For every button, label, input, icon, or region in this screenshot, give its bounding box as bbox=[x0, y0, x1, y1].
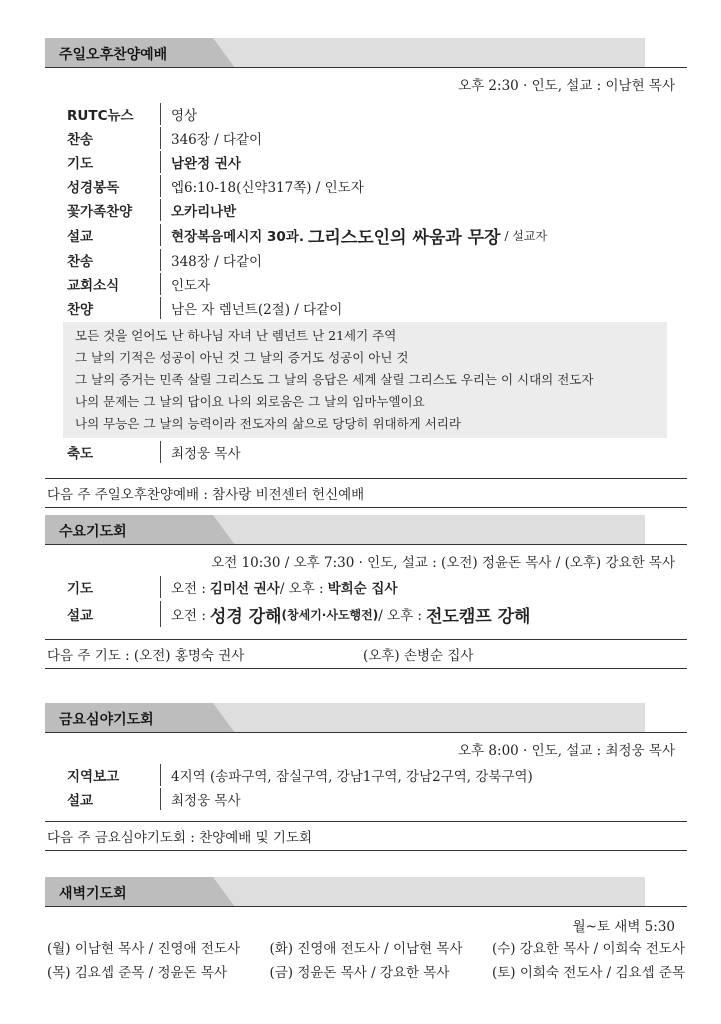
service-time-info: 오후 2:30 · 인도, 설교 : 이남현 목사 bbox=[458, 78, 675, 94]
order-of-service bbox=[45, 102, 687, 464]
section-title: 주일오후찬양예배 bbox=[59, 47, 168, 63]
schedule-day: (토) 이희숙 전도사 / 김요셉 준목 bbox=[491, 965, 685, 981]
row-label: 교회소식 bbox=[67, 278, 120, 294]
schedule-day: (목) 김요셉 준목 / 정윤돈 목사 bbox=[47, 965, 227, 981]
order-row bbox=[45, 763, 687, 787]
row-label: RUTC뉴스 bbox=[67, 108, 134, 124]
row-value: 최정웅 목사 bbox=[160, 788, 241, 810]
order-of-service bbox=[45, 763, 687, 811]
order-of-service bbox=[45, 575, 687, 629]
next-week-note: 다음 주 금요심야기도회 : 찬양예배 및 기도회 bbox=[45, 821, 687, 851]
section-header bbox=[45, 877, 687, 907]
row-value bbox=[160, 601, 530, 627]
sermon-title: 그리스도인의 싸움과 무장 bbox=[307, 227, 501, 248]
section-title: 금요심야기도회 bbox=[59, 712, 154, 728]
row-label: 설교 bbox=[67, 793, 94, 809]
row-value: 엡6:10-18(신약317쪽) / 인도자 bbox=[160, 175, 364, 197]
schedule-row bbox=[45, 961, 687, 985]
lyrics-line: 그 날의 증거는 민족 살릴 그리스도 그 날의 응답은 세계 살릴 그리스도 우리는 이 시대의 전도자 bbox=[75, 372, 594, 387]
am-label: 오전 : bbox=[171, 608, 206, 624]
order-row bbox=[45, 787, 687, 811]
row-value: 최정웅 목사 bbox=[160, 441, 241, 463]
pm-label: / 오후 : bbox=[279, 581, 324, 597]
am-label: 오전 : bbox=[171, 581, 206, 597]
order-row bbox=[45, 440, 687, 464]
service-time-info: 오전 10:30 / 오후 7:30 · 인도, 설교 : (오전) 정윤돈 목사 / (오후) 강요한 목사 bbox=[211, 555, 675, 571]
am-sermon-title: 성경 강해 bbox=[209, 606, 282, 627]
section-header bbox=[45, 703, 687, 733]
row-label: 찬송 bbox=[67, 132, 94, 148]
section-header bbox=[45, 38, 687, 68]
next-week-note bbox=[45, 639, 687, 669]
order-row bbox=[45, 575, 687, 599]
order-row bbox=[45, 102, 687, 126]
service-time-info: 오후 8:00 · 인도, 설교 : 최정웅 목사 bbox=[458, 743, 675, 759]
order-row bbox=[45, 296, 687, 320]
friday-section bbox=[45, 703, 687, 851]
schedule-day: (금) 정윤돈 목사 / 강요한 목사 bbox=[269, 965, 450, 981]
schedule-row bbox=[45, 937, 687, 961]
row-value: 인도자 bbox=[160, 273, 210, 295]
lyrics-line: 그 날의 기적은 성공이 아닌 것 그 날의 증거도 성공이 아닌 것 bbox=[75, 350, 409, 365]
dawn-schedule bbox=[45, 937, 687, 985]
row-label: 꽃가족찬양 bbox=[67, 204, 133, 220]
am-prayer-name: 김미선 권사 bbox=[209, 581, 280, 597]
am-sermon-sub: (창세기·사도행전) bbox=[281, 607, 379, 622]
row-value: 남완정 권사 bbox=[160, 151, 241, 173]
row-label: 찬송 bbox=[67, 254, 94, 270]
sermon-series: 현장복음메시지 30과. bbox=[171, 229, 304, 245]
sermon-by: / 설교자 bbox=[504, 228, 548, 243]
row-value: 오카리나반 bbox=[160, 199, 236, 221]
order-row bbox=[45, 599, 687, 629]
row-value: 348장 / 다같이 bbox=[160, 249, 262, 271]
next-week-note: 다음 주 주일오후찬양예배 : 참사랑 비전센터 헌신예배 bbox=[45, 478, 687, 508]
order-row bbox=[45, 222, 687, 248]
row-value: 남은 자 렘넌트(2절) / 다같이 bbox=[160, 297, 342, 319]
row-label: 기도 bbox=[67, 156, 94, 172]
order-row bbox=[45, 198, 687, 222]
row-value bbox=[160, 576, 398, 598]
next-am-prayer: 다음 주 기도 : (오전) 홍명숙 권사 bbox=[47, 648, 245, 664]
row-value: 4지역 (송파구역, 잠실구역, 강남1구역, 강남2구역, 강북구역) bbox=[160, 764, 533, 786]
service-time-info: 월~토 새벽 5:30 bbox=[572, 919, 675, 935]
row-value bbox=[160, 224, 547, 246]
section-title: 새벽기도회 bbox=[59, 886, 127, 902]
row-label: 설교 bbox=[67, 608, 94, 624]
order-row bbox=[45, 150, 687, 174]
schedule-day: (월) 이남현 목사 / 진영애 전도사 bbox=[47, 941, 241, 957]
row-label: 기도 bbox=[67, 581, 94, 597]
schedule-day: (화) 진영애 전도사 / 이남현 목사 bbox=[269, 941, 463, 957]
order-row bbox=[45, 174, 687, 198]
sunday-section bbox=[45, 38, 687, 508]
order-row bbox=[45, 248, 687, 272]
row-value: 영상 bbox=[160, 103, 197, 125]
row-label: 성경봉독 bbox=[67, 180, 120, 196]
row-label: 지역보고 bbox=[67, 769, 120, 785]
lyrics-line: 나의 무능은 그 날의 능력이라 전도자의 삶으로 당당히 위대하게 서리라 bbox=[75, 416, 461, 431]
row-value: 346장 / 다같이 bbox=[160, 127, 262, 149]
lyrics-box bbox=[63, 322, 667, 438]
next-pm-prayer: (오후) 손병순 집사 bbox=[363, 648, 474, 664]
order-row bbox=[45, 272, 687, 296]
row-label: 축도 bbox=[67, 446, 94, 462]
schedule-day: (수) 강요한 목사 / 이희숙 전도사 bbox=[491, 941, 685, 957]
pm-label: / 오후 : bbox=[378, 608, 422, 624]
row-label: 찬양 bbox=[67, 302, 94, 318]
order-row bbox=[45, 126, 687, 150]
pm-prayer-name: 박희순 집사 bbox=[327, 581, 398, 597]
row-label: 설교 bbox=[67, 229, 94, 245]
wednesday-section bbox=[45, 515, 687, 669]
section-title: 수요기도회 bbox=[59, 524, 127, 540]
section-header bbox=[45, 515, 687, 545]
pm-sermon-title: 전도캠프 강해 bbox=[425, 606, 531, 627]
lyrics-line: 나의 문제는 그 날의 답이요 나의 외로움은 그 날의 임마누엘이요 bbox=[75, 394, 425, 409]
dawn-section bbox=[45, 877, 687, 985]
lyrics-line: 모든 것을 얻어도 난 하나님 자녀 난 렘넌트 난 21세기 주역 bbox=[75, 328, 397, 343]
